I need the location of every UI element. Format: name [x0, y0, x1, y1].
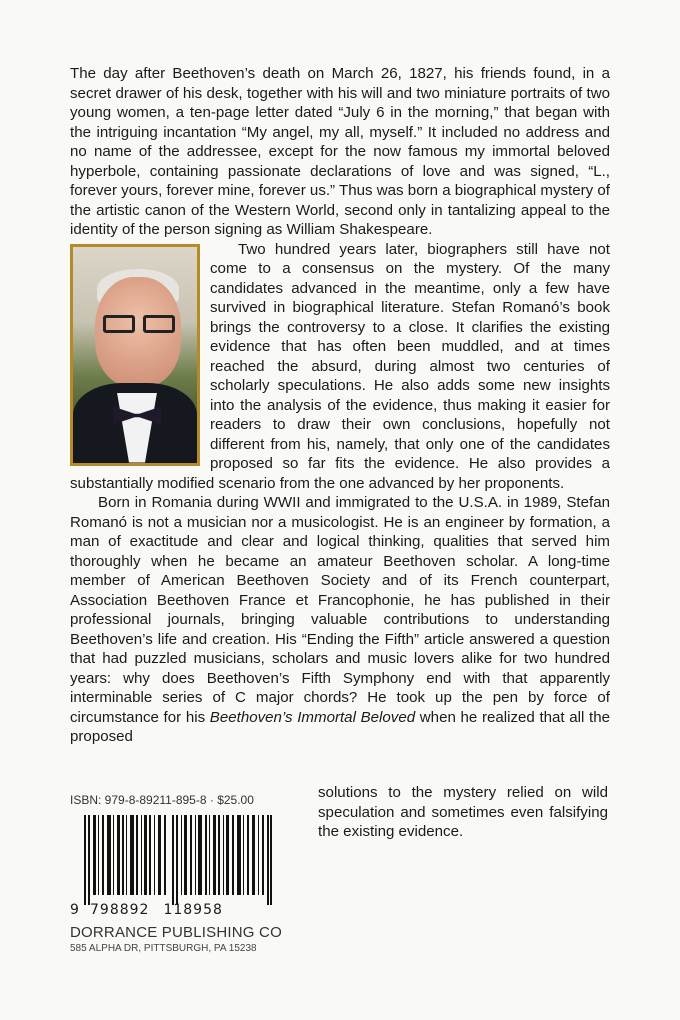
- author-bio-tail: when he realized that all the proposed: [70, 708, 610, 745]
- author-bio-ending: solutions to the mystery relied on wild speculation and sometimes even falsifying the existing evidence.: [318, 784, 608, 840]
- book-title: Beethoven’s Immortal Beloved: [209, 708, 416, 726]
- publisher-name: DORRANCE PUBLISHING CO: [70, 924, 282, 941]
- isbn-price: ISBN: 979-8-89211-895-8 · $25.00: [70, 793, 254, 807]
- barcode-digit-lead: 9: [70, 902, 80, 918]
- paragraph-intro: The day after Beethoven’s death on March 26, 1827, his friends found, in a secret drawer of his desk, together with his will and two miniature portraits of two young women, a ten-page letter dated “July 6 in the morning,” that began with the intriguing incantation “My angel, my all, myself.” It included no address and no name of the addressee, except for the now famous my immortal beloved hyperbole, containing passionate declarations of love and was signed, “L., forever yours, forever mine, forever us.” Thus was born a biographical mystery of the artistic canon of the Western World, second only in tantalizing appeal to the identity of the person signing as William Shakespeare.: [70, 65, 610, 238]
- author-bio-text: Born in Romania during WWII and immigrated to the U.S.A. in 1989, Stefan Romanó is not a musician nor a musicologist. He is an engineer by formation, a man of exactitude and clear and logical thinking, qualities that served him thoroughly when he became an amateur Beethoven scholar. A long-time member of American Beethoven Society and of its French counterpart, Association Beethoven France et Francophonie, he has published in their professional journals, bringing valuable contributions to understanding Beethoven’s life and creation. His “Ending the Fifth” article answered a question that had puzzled musicians, scholars and music lovers alike for two hundred years: why does Beethoven’s Fifth Symphony end with that apparently interminable series of C major chords? He took up the pen by force of circumstance for his: [70, 494, 610, 726]
- paragraph-consensus: [70, 240, 610, 494]
- barcode-digits: [70, 902, 280, 918]
- barcode-digit-group-left: 798892: [90, 902, 150, 918]
- paragraph-author-bio: [70, 493, 610, 747]
- barcode: [84, 815, 272, 905]
- author-portrait: [70, 244, 200, 466]
- back-cover-text: [70, 64, 610, 747]
- barcode-digit-group-right: 118958: [163, 902, 223, 918]
- paragraph-consensus-text: Two hundred years later, biographers still have not come to a consensus on the mystery. Of the many candidates advanced in the meantime, only a few have survived in biographical literature. Stefan Romanó’s book brings the controversy to a close. It clarifies the existing evidence that has often been muddled, and at times reached the absurd, during almost two centuries of scholarly speculations. He also adds some new insights into the analysis of the evidence, thus making it easier for readers to draw their own conclusions, hopefully not different from his, namely, that only one of the candidates proposed so far fits the evidence. He also provides a substantially modified scenario from the one advanced by her proponents.: [70, 240, 610, 492]
- publisher-address: 585 ALPHA DR, PITTSBURGH, PA 15238: [70, 943, 257, 954]
